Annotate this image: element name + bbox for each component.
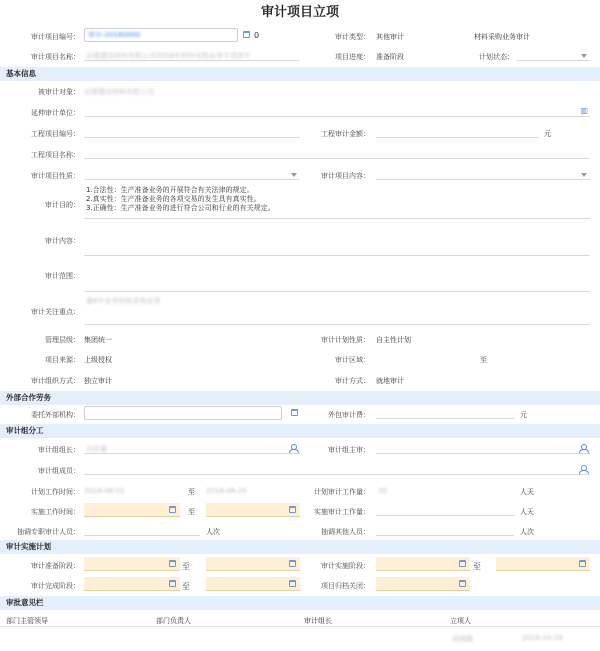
user-icon[interactable] [579,444,587,452]
approval-col-dept-head: 部门负责人 [156,617,191,625]
archive-label: 项目归档关闭： [321,582,370,590]
approval-col-dept-leader: 部门主管领导 [6,617,48,625]
other-label: 抽调其他人员： [321,528,370,536]
audit-type-extra: 材料采购业务审计 [474,33,530,41]
project-no-label: 审计项目编号： [31,33,80,41]
actual-end-field[interactable] [206,503,300,517]
mgmt-level-label: 管理层级： [45,336,80,344]
eng-no-label: 工程项目编号： [31,130,80,138]
expert-unit: 人次 [206,528,220,536]
calendar-icon[interactable] [291,409,298,416]
method-label: 审计方式： [335,377,370,385]
calendar-icon[interactable] [243,31,250,38]
project-no-value: 审计-20180000 [88,31,141,39]
region-label: 审计区域： [335,356,370,364]
focus-value: 重6年业务材料采购业务 [86,297,161,305]
chevron-down-icon [581,173,587,177]
fee-label: 外包审计费： [328,411,370,419]
region-to: 至 [480,356,487,364]
calendar-icon[interactable] [169,580,176,587]
plan-time-label: 计划工作时间： [31,488,80,496]
approval-col-team-leader: 审计组长 [304,617,332,625]
actual-start-field[interactable] [84,503,180,517]
calendar-icon[interactable] [579,560,586,567]
plan-status-select[interactable] [516,48,590,61]
audit-scope-label: 审计范围： [45,272,80,280]
section-plan: 审计实施计划 [0,540,600,554]
source-label: 项目来源： [45,356,80,364]
calendar-icon[interactable] [459,560,466,567]
actual-time-to: 至 [188,508,195,516]
audited-value: 运建建设材料有限公司 [84,88,154,96]
org-value: 独立审计 [84,377,112,385]
content-label: 审计项目内容： [321,172,370,180]
source-value: 上级授权 [84,356,112,364]
impl-label: 审计实施阶段： [321,562,370,570]
purpose-line-3: 3.正确性：生产准备业务的进行符合公司和行业的有关规定。 [86,204,275,212]
agency-label: 委托外部机构： [31,411,80,419]
fee-unit: 元 [520,411,527,419]
archive-field[interactable] [376,577,470,591]
fee-field[interactable] [376,406,514,419]
report-start-field[interactable] [84,577,180,591]
report-to: 至 [182,582,190,591]
leader-value: 冯洪量 [86,445,107,453]
expert-label: 抽调专职审计人员： [17,528,80,536]
calendar-icon[interactable] [169,506,176,513]
plan-workload-value: 30 [378,487,387,495]
content-select[interactable] [376,167,590,180]
nature-label: 审计项目性质： [31,172,80,180]
org-label: 审计组织方式： [31,377,80,385]
other-unit: 人次 [520,528,534,536]
chevron-down-icon [291,173,297,177]
purpose-line-1: 1.合法性：生产准备业务的开展符合有关法律的规定。 [86,186,254,194]
prep-end-field[interactable] [206,557,300,571]
section-team: 审计组分工 [0,424,600,438]
prep-to: 至 [182,562,190,571]
leader-field[interactable] [84,441,300,454]
impl-end-field[interactable] [496,557,590,571]
actual-workload-field[interactable] [376,503,514,516]
proposer-date: 2018-10-29 [522,634,563,642]
section-external: 外部合作劳务 [0,391,600,405]
purpose-line-2: 2.真实性：生产准备业务的各项交易的发生具有真实性。 [86,195,261,203]
chevron-down-icon [581,54,587,58]
plan-end-value: 2018-08-20 [206,487,247,495]
mgmt-level-value: 集团统一 [84,336,112,344]
progress-label: 项目进度： [335,53,370,61]
leader-label: 审计组组长： [38,446,80,454]
report-label: 审计完成阶段： [31,582,80,590]
project-name-field[interactable] [84,48,300,61]
audit-type-label: 审计类型： [335,33,370,41]
eng-amount-label: 工程审计金额： [321,130,370,138]
plan-nature-label: 审计计划性质： [321,336,370,344]
eng-amount-unit: 元 [544,130,551,138]
proposer-name: 胡海腾 [452,635,473,643]
eng-amount-field[interactable] [376,125,538,138]
impl-start-field[interactable] [376,557,470,571]
approval-col-proposer: 立项人 [450,617,471,625]
calendar-icon[interactable] [459,580,466,587]
audit-scope-textarea[interactable] [84,259,590,292]
calendar-icon[interactable] [289,560,296,567]
audit-type-value: 其他审计 [376,33,404,41]
nature-select[interactable] [84,167,300,180]
members-label: 审计组成员： [38,467,80,475]
expert-field[interactable] [84,523,200,536]
user-icon[interactable] [289,444,297,452]
purpose-label: 审计目的： [45,201,80,209]
project-name-value: 运建建设材料有限公司2018年材料采购业务专项审计 [86,52,251,60]
extend-unit-field[interactable] [84,104,590,117]
method-value: 就地审计 [376,377,404,385]
plan-workload-label: 计划审计工作量： [314,488,370,496]
plan-nature-value: 自主性计划 [376,336,411,344]
focus-textarea[interactable] [84,295,590,325]
other-field[interactable] [376,523,514,536]
calendar-icon[interactable] [169,560,176,567]
audited-label: 被审计对象： [38,88,80,96]
audit-content-label: 审计内容： [45,237,80,245]
audit-content-textarea[interactable] [84,223,590,256]
purpose-textarea[interactable] [84,185,590,219]
users-icon[interactable] [579,465,587,473]
actual-workload-label: 实施审计工作量： [314,508,370,516]
building-icon[interactable]: ▥ [580,106,588,115]
chief-label: 审计组主审： [328,446,370,454]
project-name-label: 审计项目名称： [31,53,80,61]
actual-time-label: 实施工作时间： [31,508,80,516]
section-approval: 审批意见栏 [0,596,600,610]
page-title: 审计项目立项 [260,5,339,20]
impl-to: 至 [473,562,481,571]
plan-workload-unit: 人天 [520,488,534,496]
approval-divider [0,626,600,627]
progress-value: 准备阶段 [376,53,404,61]
eng-name-label: 工程项目名称： [31,151,80,159]
members-field[interactable] [84,462,590,475]
section-basic-info: 基本信息 [0,67,600,81]
chief-field[interactable] [376,441,590,454]
actual-workload-unit: 人天 [520,508,534,516]
extend-unit-label: 延伸审计单位： [31,109,80,117]
prep-start-field[interactable] [84,557,180,571]
prep-label: 审计准备阶段： [31,562,80,570]
agency-field[interactable] [84,406,282,420]
plan-start-value: 2018-08-01 [84,487,125,495]
plan-status-label: 计划状态： [479,53,514,61]
calendar-icon[interactable] [289,506,296,513]
plan-time-to: 至 [188,488,195,496]
eng-name-field[interactable] [84,146,590,159]
calendar-icon[interactable] [289,580,296,587]
eng-no-field[interactable] [84,125,300,138]
project-no-field[interactable] [84,28,238,42]
focus-label: 审计关注重点： [31,308,80,316]
report-end-field[interactable] [206,577,300,591]
project-no-counter: 0 [254,31,260,40]
